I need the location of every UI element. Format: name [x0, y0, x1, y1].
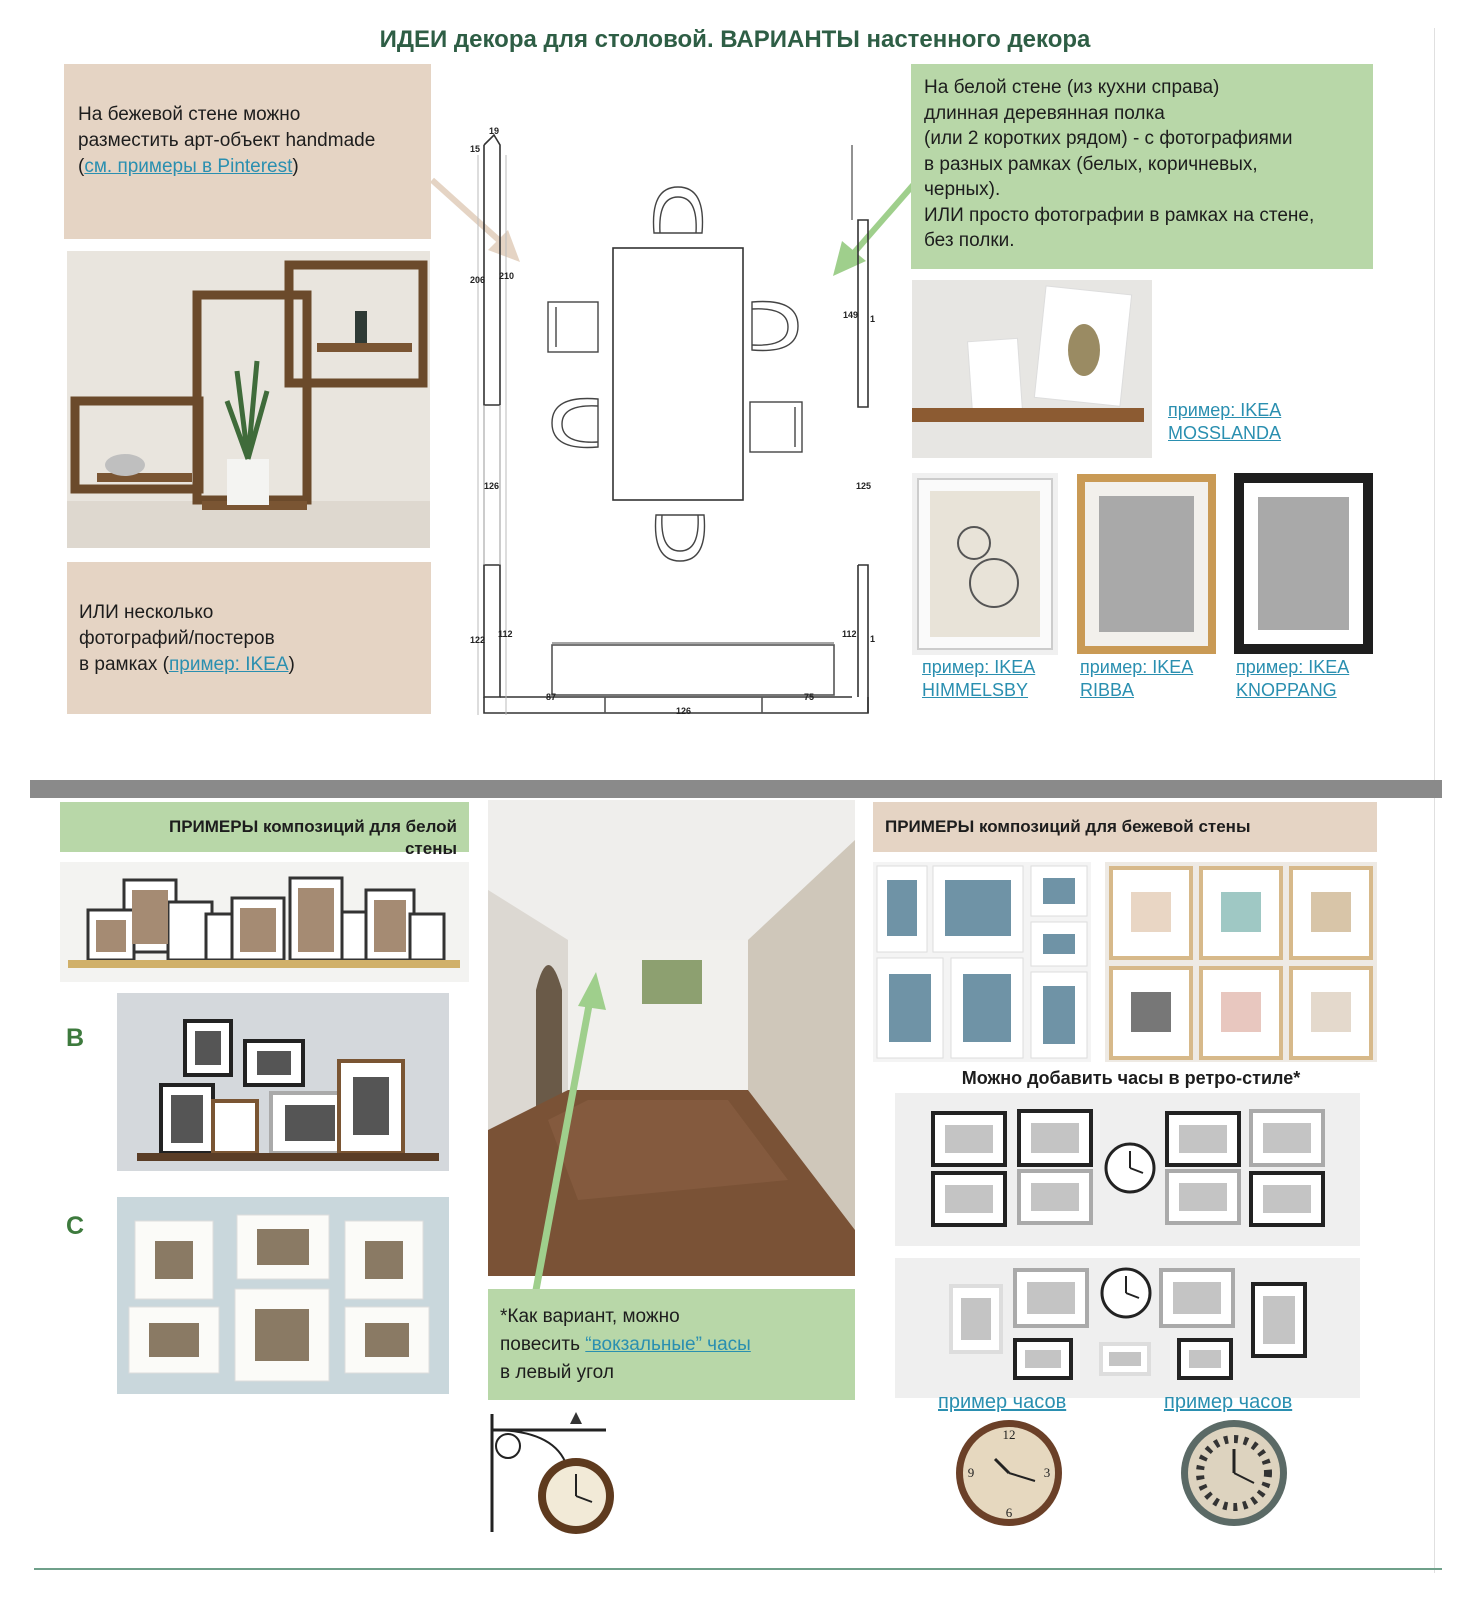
dim-126a: 126 [484, 481, 500, 491]
page-title: ИДЕИ декора для столовой. ВАРИАНТЫ настенного декора [379, 26, 1091, 53]
himmelsby-link-line-2[interactable]: HIMMELSBY [922, 680, 1029, 700]
dim-19: 19 [489, 126, 500, 136]
white-wall-line-4: в разных рамках (белых, коричневых, [924, 153, 1258, 175]
dim-125: 125 [856, 481, 872, 491]
svg-text:9: 9 [967, 1465, 975, 1480]
knoppang-frame-photo [1234, 473, 1373, 654]
clock-note-prefix: повесить [500, 1334, 586, 1355]
mosslanda-link-line-1[interactable]: пример: IKEA [1168, 400, 1282, 420]
ikea-frames-link[interactable]: пример: IKEA [168, 654, 289, 675]
white-wall-line-1: На белой стене (из кухни справа) [924, 77, 1220, 98]
station-clock-image [488, 1410, 618, 1535]
white-wall-line-3: (или 2 коротких рядом) - с фотографиями [924, 128, 1293, 149]
mosslanda-shelf-photo [912, 280, 1152, 458]
svg-text:12: 12 [1002, 1427, 1016, 1442]
dim-112a: 112 [498, 629, 513, 639]
label-c: C [66, 1212, 85, 1240]
svg-text:3: 3 [1043, 1465, 1051, 1480]
clock-example-link-1[interactable]: пример часов [938, 1391, 1067, 1413]
frames-with-clock-2 [895, 1258, 1360, 1398]
dining-floorplan [470, 125, 880, 720]
example-a-photo [60, 862, 469, 982]
frames-with-clock-1 [895, 1093, 1360, 1246]
clock-example-link-2[interactable]: пример часов [1164, 1391, 1293, 1413]
dim-75: 75 [804, 692, 815, 702]
paren-close: ) [292, 156, 299, 177]
clock-note-line-1: *Как вариант, можно [500, 1306, 680, 1327]
white-wall-examples-header [60, 802, 469, 858]
dim-1b: 1 [870, 634, 876, 644]
dim-126b: 126 [676, 706, 692, 716]
label-b: B [66, 1024, 85, 1052]
or-suffix: ) [288, 654, 295, 675]
white-wall-line-7: без полки. [924, 230, 1015, 251]
example-c-photo [117, 1197, 449, 1394]
or-line-2: фотографий/постеров [79, 628, 275, 649]
section-divider [30, 780, 1442, 798]
gallery-grid-white-photo [873, 862, 1091, 1062]
white-wall-line-6: ИЛИ просто фотографии в рамках на стене, [924, 204, 1315, 226]
station-clock-link[interactable]: “вокзальные” часы [585, 1334, 751, 1355]
dim-149: 149 [843, 310, 859, 320]
white-wall-note [911, 64, 1373, 269]
clock-note [488, 1289, 855, 1400]
dim-112b: 112 [842, 629, 857, 639]
beige-wall-examples-header [873, 802, 1377, 852]
knoppang-link-line-1[interactable]: пример: IKEA [1236, 657, 1350, 677]
paren-open: ( [78, 156, 85, 177]
ribba-link-line-1[interactable]: пример: IKEA [1080, 657, 1194, 677]
or-prefix: в рамках ( [79, 654, 169, 675]
dim-87: 87 [546, 692, 557, 702]
retro-clock-caption: Можно добавить часы в ретро-стиле* [961, 1068, 1301, 1088]
white-wall-line-2: длинная деревянная полка [924, 102, 1165, 124]
dim-210: 210 [499, 271, 515, 281]
arrow-to-corner [520, 960, 620, 1300]
white-wall-examples-title: ПРИМЕРЫ композиций для белой стены [168, 817, 457, 858]
dim-206: 206 [470, 275, 486, 285]
clock-note-line-3: в левый угол [500, 1362, 614, 1383]
retro-clock-image-1 [955, 1419, 1063, 1527]
dim-15: 15 [470, 144, 481, 154]
white-wall-line-5: черных). [924, 179, 1001, 200]
beige-wall-line-1: На бежевой стене можно [78, 104, 301, 125]
beige-wall-examples-title: ПРИМЕРЫ композиций для бежевой стены [885, 817, 1251, 836]
or-line-1: ИЛИ несколько [79, 602, 214, 623]
mosslanda-link-line-2[interactable]: MOSSLANDA [1168, 423, 1282, 443]
gallery-grid-wood-photo [1105, 862, 1377, 1062]
retro-clock-image-2 [1180, 1419, 1288, 1527]
ribba-link-line-2[interactable]: RIBBA [1080, 680, 1135, 700]
pinterest-link[interactable]: см. примеры в Pinterest [84, 156, 293, 177]
himmelsby-link-line-1[interactable]: пример: IKEA [922, 657, 1036, 677]
ribba-frame-photo [1077, 474, 1216, 654]
himmelsby-frame-photo [912, 473, 1058, 655]
svg-text:6: 6 [1005, 1505, 1013, 1520]
example-b-photo [117, 993, 449, 1171]
dim-122: 122 [470, 635, 486, 645]
knoppang-link-line-2[interactable]: KNOPPANG [1236, 680, 1337, 700]
beige-wall-line-2: разместить арт-объект handmade [78, 130, 376, 151]
page-bottom-line [34, 1568, 1442, 1570]
dim-1a: 1 [870, 314, 876, 324]
